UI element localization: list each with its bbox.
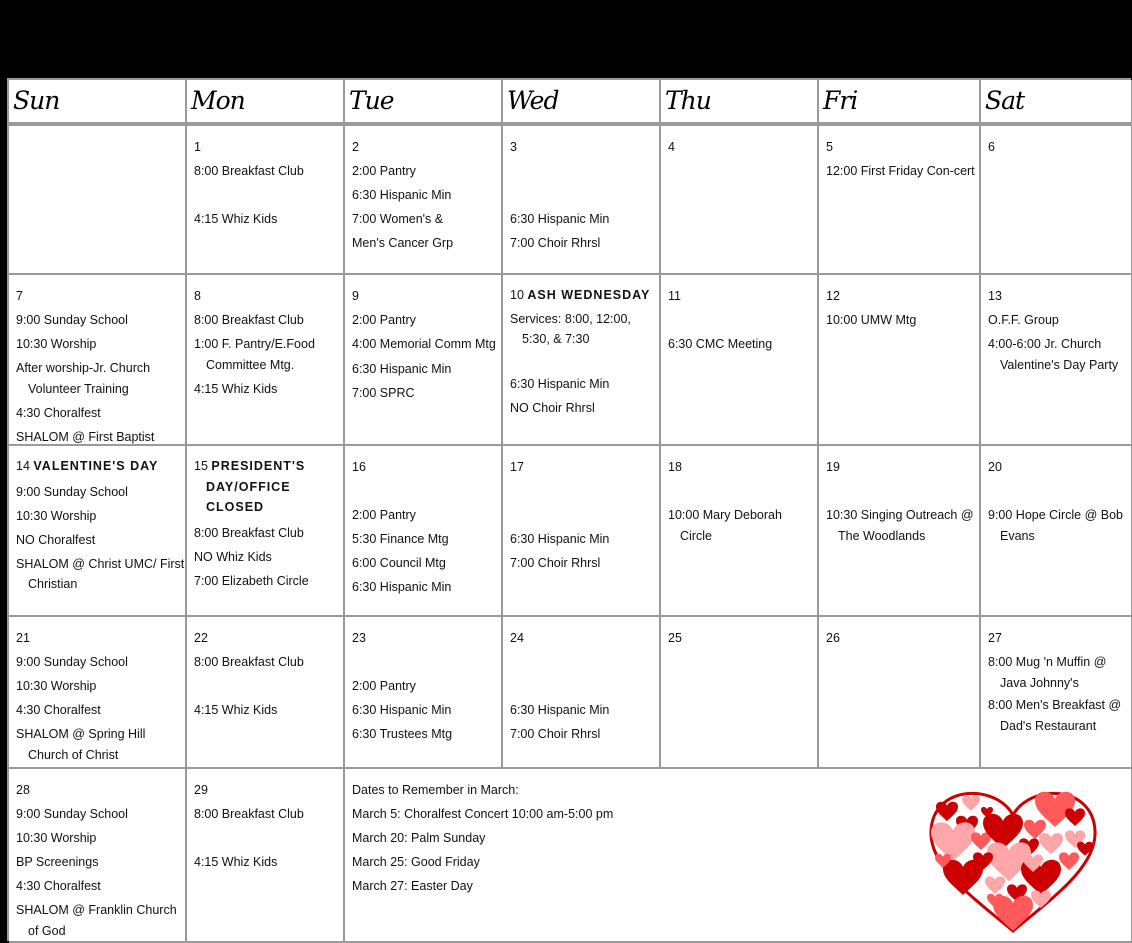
day-cell-25[interactable] [661,617,819,769]
day-number: 12 [826,289,840,303]
header-fri: Fri [819,80,981,126]
event: O.F.F. Group [988,313,1059,327]
day-number: 28 [16,783,30,797]
day-cell-10[interactable] [503,275,661,446]
day-cell-empty [9,126,187,275]
day-cell-15[interactable] [187,446,345,617]
day-number: 24 [510,631,524,645]
day-cell-22[interactable] [187,617,345,769]
day-cell-2[interactable] [345,126,503,275]
event: 12:00 First Friday Con-cert [826,164,975,178]
event: 10:30 Worship [16,831,97,845]
day-cell-4[interactable] [661,126,819,275]
day-cell-7[interactable] [9,275,187,446]
event: 9:00 Hope Circle @ Bob Evans [988,508,1123,543]
event: 8:00 Mug 'n Muffin @ Java Johnny's [988,655,1107,690]
day-cell-26[interactable] [819,617,981,769]
header-sun: Sun [9,80,187,126]
event: 5:30 Finance Mtg [352,532,449,546]
header-tue: Tue [345,80,503,126]
day-cell-5[interactable] [819,126,981,275]
day-number: 10 [510,288,524,302]
valentine-heart-icon [925,779,1101,939]
event: 2:00 Pantry [352,679,416,693]
day-number: 16 [352,460,366,474]
event: 6:30 Hispanic Min [510,532,610,546]
event: 8:00 Breakfast Club [194,525,304,540]
event: 10:00 UMW Mtg [826,313,917,327]
event: SHALOM @ Spring Hill Church of Christ [16,727,146,762]
event: 9:00 Sunday School [16,807,128,821]
day-number: 20 [988,460,1002,474]
day-cell-19[interactable] [819,446,981,617]
day-number: 3 [510,140,517,154]
event: Men's Cancer Grp [352,236,454,250]
event: 7:00 Elizabeth Circle [194,573,309,588]
day-cell-11[interactable] [661,275,819,446]
day-number: 27 [988,631,1002,645]
day-heading [194,456,343,518]
day-number: 14 [16,459,30,473]
event: 8:00 Breakfast Club [194,164,304,178]
day-cell-1[interactable] [187,126,345,275]
day-number: 18 [668,460,682,474]
event: 8:00 Breakfast Club [194,807,304,821]
event: Services: 8:00, 12:00, 5:30, & 7:30 [510,311,631,346]
event: 6:30 CMC Meeting [668,337,773,351]
event: 8:00 Men's Breakfast @ Dad's Restaurant [988,698,1122,733]
header-wed: Wed [503,80,661,126]
day-heading [510,285,659,306]
event: 4:30 Choralfest [16,703,101,717]
reminder-item: March 5: Choralfest Concert 10:00 am-5:00 pm [352,807,614,821]
event: 4:15 Whiz Kids [194,703,278,717]
event: 4:30 Choralfest [16,406,101,420]
holiday-title: PRESIDENT'S DAY/OFFICE CLOSED [206,459,306,514]
day-number: 1 [194,140,201,154]
event: 4:15 Whiz Kids [194,212,278,226]
day-cell-14[interactable] [9,446,187,617]
event: 10:30 Worship [16,679,97,693]
event: 10:30 Singing Outreach @ The Woodlands [826,508,974,543]
event: 9:00 Sunday School [16,655,128,669]
event: 6:30 Hispanic Min [352,361,452,376]
event: 10:30 Worship [16,508,97,523]
day-cell-27[interactable] [981,617,1132,769]
event: SHALOM @ First Baptist [16,430,155,444]
event: NO Choir Rhrsl [510,400,595,415]
event: 10:00 Mary Deborah Circle [668,508,782,543]
reminders-panel [345,769,1132,943]
calendar-grid [7,78,1131,941]
event: 8:00 Breakfast Club [194,655,304,669]
reminder-item: March 20: Palm Sunday [352,831,486,845]
event: 9:00 Sunday School [16,313,128,327]
day-number: 23 [352,631,366,645]
event: 7:00 Choir Rhrsl [510,556,601,570]
event: 9:00 Sunday School [16,484,128,499]
reminders-title: Dates to Remember in March: [352,783,519,797]
header-thu: Thu [661,80,819,126]
event: 7:00 Women's & [352,212,444,226]
day-cell-12[interactable] [819,275,981,446]
day-number: 21 [16,631,30,645]
day-number: 5 [826,140,833,154]
day-cell-20[interactable] [981,446,1132,617]
event: 6:30 Hispanic Min [510,703,610,717]
event: 7:00 Choir Rhrsl [510,727,601,741]
event: 6:30 Hispanic Min [510,212,610,226]
event: BP Screenings [16,855,99,869]
event: 10:30 Worship [16,337,97,351]
day-number: 26 [826,631,840,645]
day-number: 2 [352,140,359,154]
day-cell-17[interactable] [503,446,661,617]
event: 8:00 Breakfast Club [194,313,304,327]
event: SHALOM @ Christ UMC/ First Christian [16,556,185,591]
day-number: 25 [668,631,682,645]
day-cell-8[interactable] [187,275,345,446]
event: 4:00-6:00 Jr. Church Valentine's Day Party [988,337,1119,372]
day-number: 29 [194,783,208,797]
reminder-item: March 25: Good Friday [352,855,480,869]
header-sat: Sat [981,80,1132,126]
event: 6:30 Hispanic Min [352,703,452,717]
holiday-title: ASH WEDNESDAY [527,288,651,302]
day-cell-9[interactable] [345,275,503,446]
event: SHALOM @ Franklin Church of God [16,903,177,938]
day-cell-23[interactable] [345,617,503,769]
event: 2:00 Pantry [352,313,416,327]
event: 6:30 Hispanic Min [510,376,610,391]
day-number: 4 [668,140,675,154]
event: 6:30 Hispanic Min [352,188,452,202]
event: 2:00 Pantry [352,164,416,178]
event: 4:00 Memorial Comm Mtg [352,337,496,351]
event: 4:15 Whiz Kids [194,382,278,396]
day-number: 15 [194,459,208,473]
event: 6:30 Trustees Mtg [352,727,453,741]
event: NO Whiz Kids [194,549,272,564]
day-cell-3[interactable] [503,126,661,275]
day-number: 11 [668,289,681,303]
day-number: 13 [988,289,1002,303]
event: 4:30 Choralfest [16,879,101,893]
day-number: 9 [352,289,359,303]
day-cell-21[interactable] [9,617,187,769]
day-cell-6[interactable] [981,126,1132,275]
event: After worship-Jr. Church Volunteer Training [16,361,151,396]
event: 4:15 Whiz Kids [194,855,278,869]
holiday-title: VALENTINE'S DAY [33,459,159,473]
event: 2:00 Pantry [352,508,416,522]
day-number: 8 [194,289,201,303]
day-number: 19 [826,460,840,474]
event: 7:00 Choir Rhrsl [510,236,601,250]
day-cell-29[interactable] [187,769,345,943]
event: 7:00 SPRC [352,385,415,400]
day-number: 7 [16,289,23,303]
event: NO Choralfest [16,532,96,547]
day-cell-24[interactable] [503,617,661,769]
day-cell-18[interactable] [661,446,819,617]
day-cell-28[interactable] [9,769,187,943]
day-cell-16[interactable] [345,446,503,617]
event: 6:00 Council Mtg [352,556,446,570]
day-number: 6 [988,140,995,154]
day-number: 17 [510,460,524,474]
day-heading [16,456,185,477]
header-mon: Mon [187,80,345,126]
event: 1:00 F. Pantry/E.Food Committee Mtg. [194,337,315,372]
day-number: 22 [194,631,208,645]
event: 6:30 Hispanic Min [352,580,452,594]
day-cell-13[interactable] [981,275,1132,446]
reminder-item: March 27: Easter Day [352,879,473,893]
